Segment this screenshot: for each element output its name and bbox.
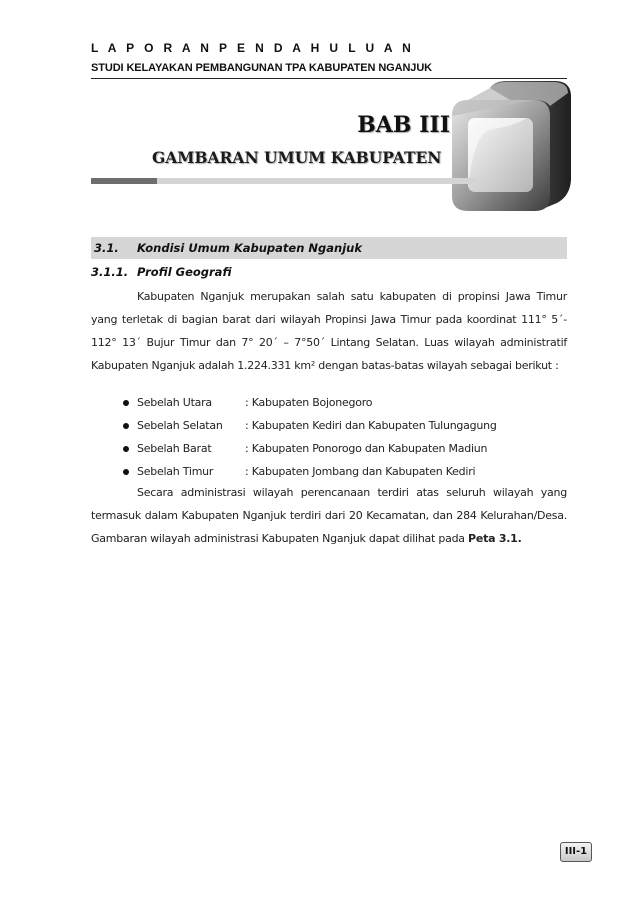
border-direction: Sebelah Selatan (137, 419, 223, 432)
list-item (91, 437, 567, 460)
border-direction: Sebelah Barat (137, 442, 212, 455)
chapter-title: GAMBARAN UMUM KABUPATEN (152, 148, 442, 167)
map-reference: Peta 3.1. (468, 532, 522, 545)
section-number: 3.1. (94, 241, 119, 255)
border-direction: Sebelah Timur (137, 465, 214, 478)
border-list (91, 391, 567, 483)
border-value: : Kabupaten Kediri dan Kabupaten Tulungagung (245, 419, 497, 432)
bullet-icon (123, 400, 129, 406)
border-value: : Kabupaten Jombang dan Kabupaten Kediri (245, 465, 476, 478)
administration-paragraph-text: Secara administrasi wilayah perencanaan terdiri atas seluruh wilayah yang termasuk dalam Kabupaten Nganjuk terdiri dari 20 Kecamatan, dan 284 Kelurahan/Desa. Gambaran wilayah administrasi Kabupaten Nganjuk dapat dilihat pada (91, 486, 567, 545)
bullet-icon (123, 469, 129, 475)
list-item (91, 391, 567, 414)
subsection-title: Profil Geografi (137, 265, 232, 279)
project-title-header: STUDI KELAYAKAN PEMBANGUNAN TPA KABUPATEN NGANJUK (91, 62, 433, 74)
report-type-header: L A P O R A N P E N D A H U L U A N (91, 41, 415, 55)
chapter-cube-graphic (450, 78, 575, 213)
section-title: Kondisi Umum Kabupaten Nganjuk (137, 241, 362, 255)
chapter-label: BAB III (357, 112, 450, 138)
chapter-title-rule-accent (91, 178, 157, 184)
page-number-badge: III-1 (560, 842, 592, 862)
border-value: : Kabupaten Ponorogo dan Kabupaten Madiun (245, 442, 488, 455)
list-item (91, 414, 567, 437)
geography-paragraph-text: Kabupaten Nganjuk merupakan salah satu kabupaten di propinsi Jawa Timur yang terletak di bagian barat dari wilayah Propinsi Jawa Timur pada koordinat 111° 5´- 112° 13´ Bujur Timur dan 7° 20´ – 7°50´ Lintang Selatan. Luas wilayah administratif Kabupaten Nganjuk adalah 1.224.331 km² dengan batas-batas wilayah sebagai berikut : (91, 290, 567, 372)
administration-paragraph (91, 481, 567, 550)
geography-paragraph (91, 285, 567, 377)
bullet-icon (123, 423, 129, 429)
bullet-icon (123, 446, 129, 452)
border-value: : Kabupaten Bojonegoro (245, 396, 373, 409)
border-direction: Sebelah Utara (137, 396, 212, 409)
list-item (91, 460, 567, 483)
subsection-number: 3.1.1. (91, 265, 129, 279)
